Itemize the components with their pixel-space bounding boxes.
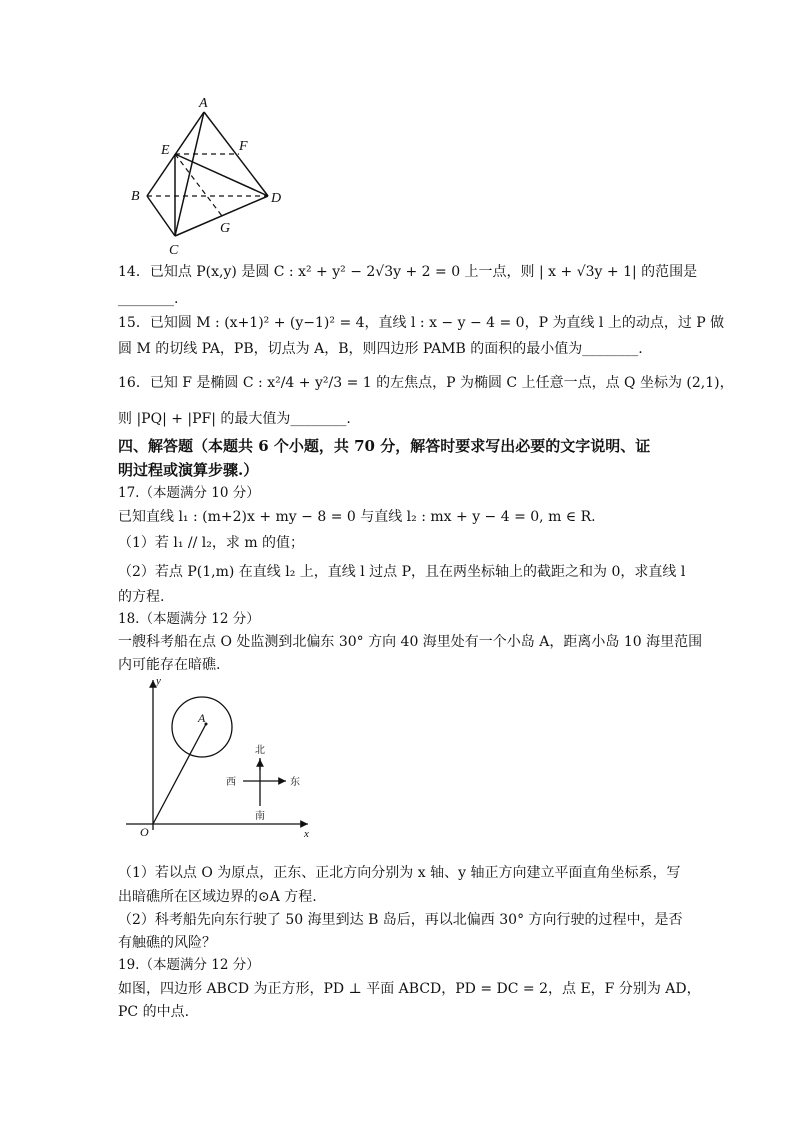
y-axis-label: y — [156, 675, 161, 687]
label-F: F — [239, 139, 248, 154]
q17-score: 17.（本题满分 10 分） — [118, 485, 260, 501]
q17-part2-line2: 的方程. — [118, 589, 165, 605]
edge-AC — [175, 112, 204, 236]
label-B: B — [131, 189, 140, 204]
q15-line2: 圆 M 的切线 PA，PB，切点为 A，B，则四边形 PAMB 的面积的最小值为________. — [118, 341, 643, 357]
segment-OA — [153, 724, 206, 824]
q16-line1: 16．已知 F 是椭圆 C : x²/4 + y²/3 = 1 的左焦点，P 为椭圆 C 上任意一点，点 Q 坐标为 (2,1)， — [118, 375, 734, 391]
q17-part1: （1）若 l₁ // l₂，求 m 的值； — [118, 535, 305, 551]
q18-stem-line2: 内可能存在暗礁. — [118, 657, 221, 673]
q18-part2-line2: 有触礁的风险？ — [118, 935, 216, 951]
label-D: D — [271, 191, 282, 206]
q18-part1-line2: 出暗礁所在区域边界的⊙A 方程. — [118, 889, 317, 905]
q14-line1: 14．已知点 P(x,y) 是圆 C : x² + y² − 2√3y + 2 = 0 上一点，则 | x + √3y + 1| 的范围是 — [118, 264, 698, 280]
label-A: A — [199, 96, 208, 111]
q16-line2: 则 |PQ| + |PF| 的最大值为________. — [118, 411, 351, 427]
q17-part2-line1: （2）若点 P(1,m) 在直线 l₂ 上，直线 l 过点 P，且在两坐标轴上的截距之和为 0，求直线 l — [118, 564, 686, 580]
q18-score: 18.（本题满分 12 分） — [118, 611, 260, 627]
compass-south-label: 南 — [255, 811, 265, 822]
q18-part2-line1: （2）科考船先向东行驶了 50 海里到达 B 岛后，再以北偏西 30° 方向行驶的过程中，是否 — [118, 912, 683, 928]
compass-west-label: 西 — [226, 777, 236, 788]
q19-line1: 如图，四边形 ABCD 为正方形，PD ⊥ 平面 ABCD，PD = DC = 2，点 E，F 分别为 AD， — [118, 981, 701, 997]
q17-stem: 已知直线 l₁ : (m+2)x + my − 8 = 0 与直线 l₂ : mx + y − 4 = 0, m ∈ R. — [118, 509, 596, 525]
reef-circle — [172, 697, 232, 757]
coordinate-figure — [118, 670, 323, 845]
point-A-label: A — [198, 711, 206, 725]
compass-east-label: 东 — [290, 777, 300, 788]
section-4-heading-line1: 四、解答题（本题共 6 个小题，共 70 分，解答时要求写出必要的文字说明、证 — [118, 437, 651, 455]
q18-stem-line1: 一艘科考船在点 O 处监测到北偏东 30° 方向 40 海里处有一个小岛 A，距离小岛 10 海里范围 — [118, 634, 703, 650]
origin-label: O — [140, 825, 149, 839]
q14-line2: ________. — [118, 291, 179, 307]
q19-score: 19.（本题满分 12 分） — [118, 957, 260, 973]
tetrahedron-figure — [125, 92, 295, 262]
edge-BC — [147, 196, 175, 236]
compass-north-label: 北 — [255, 745, 265, 756]
label-C: C — [169, 243, 179, 258]
q18-part1-line1: （1）若以点 O 为原点，正东、正北方向分别为 x 轴、y 轴正方向建立平面直角坐标系，写 — [118, 865, 681, 881]
label-G: G — [220, 221, 231, 236]
q15-line1: 15．已知圆 M : (x+1)² + (y−1)² = 4，直线 l : x − y − 4 = 0，P 为直线 l 上的动点，过 P 做 — [118, 315, 725, 331]
section-4-heading-line2: 明过程或演算步骤.） — [118, 461, 259, 479]
x-axis-label: x — [304, 828, 309, 840]
label-E: E — [161, 143, 170, 158]
q19-line2: PC 的中点. — [118, 1004, 190, 1020]
